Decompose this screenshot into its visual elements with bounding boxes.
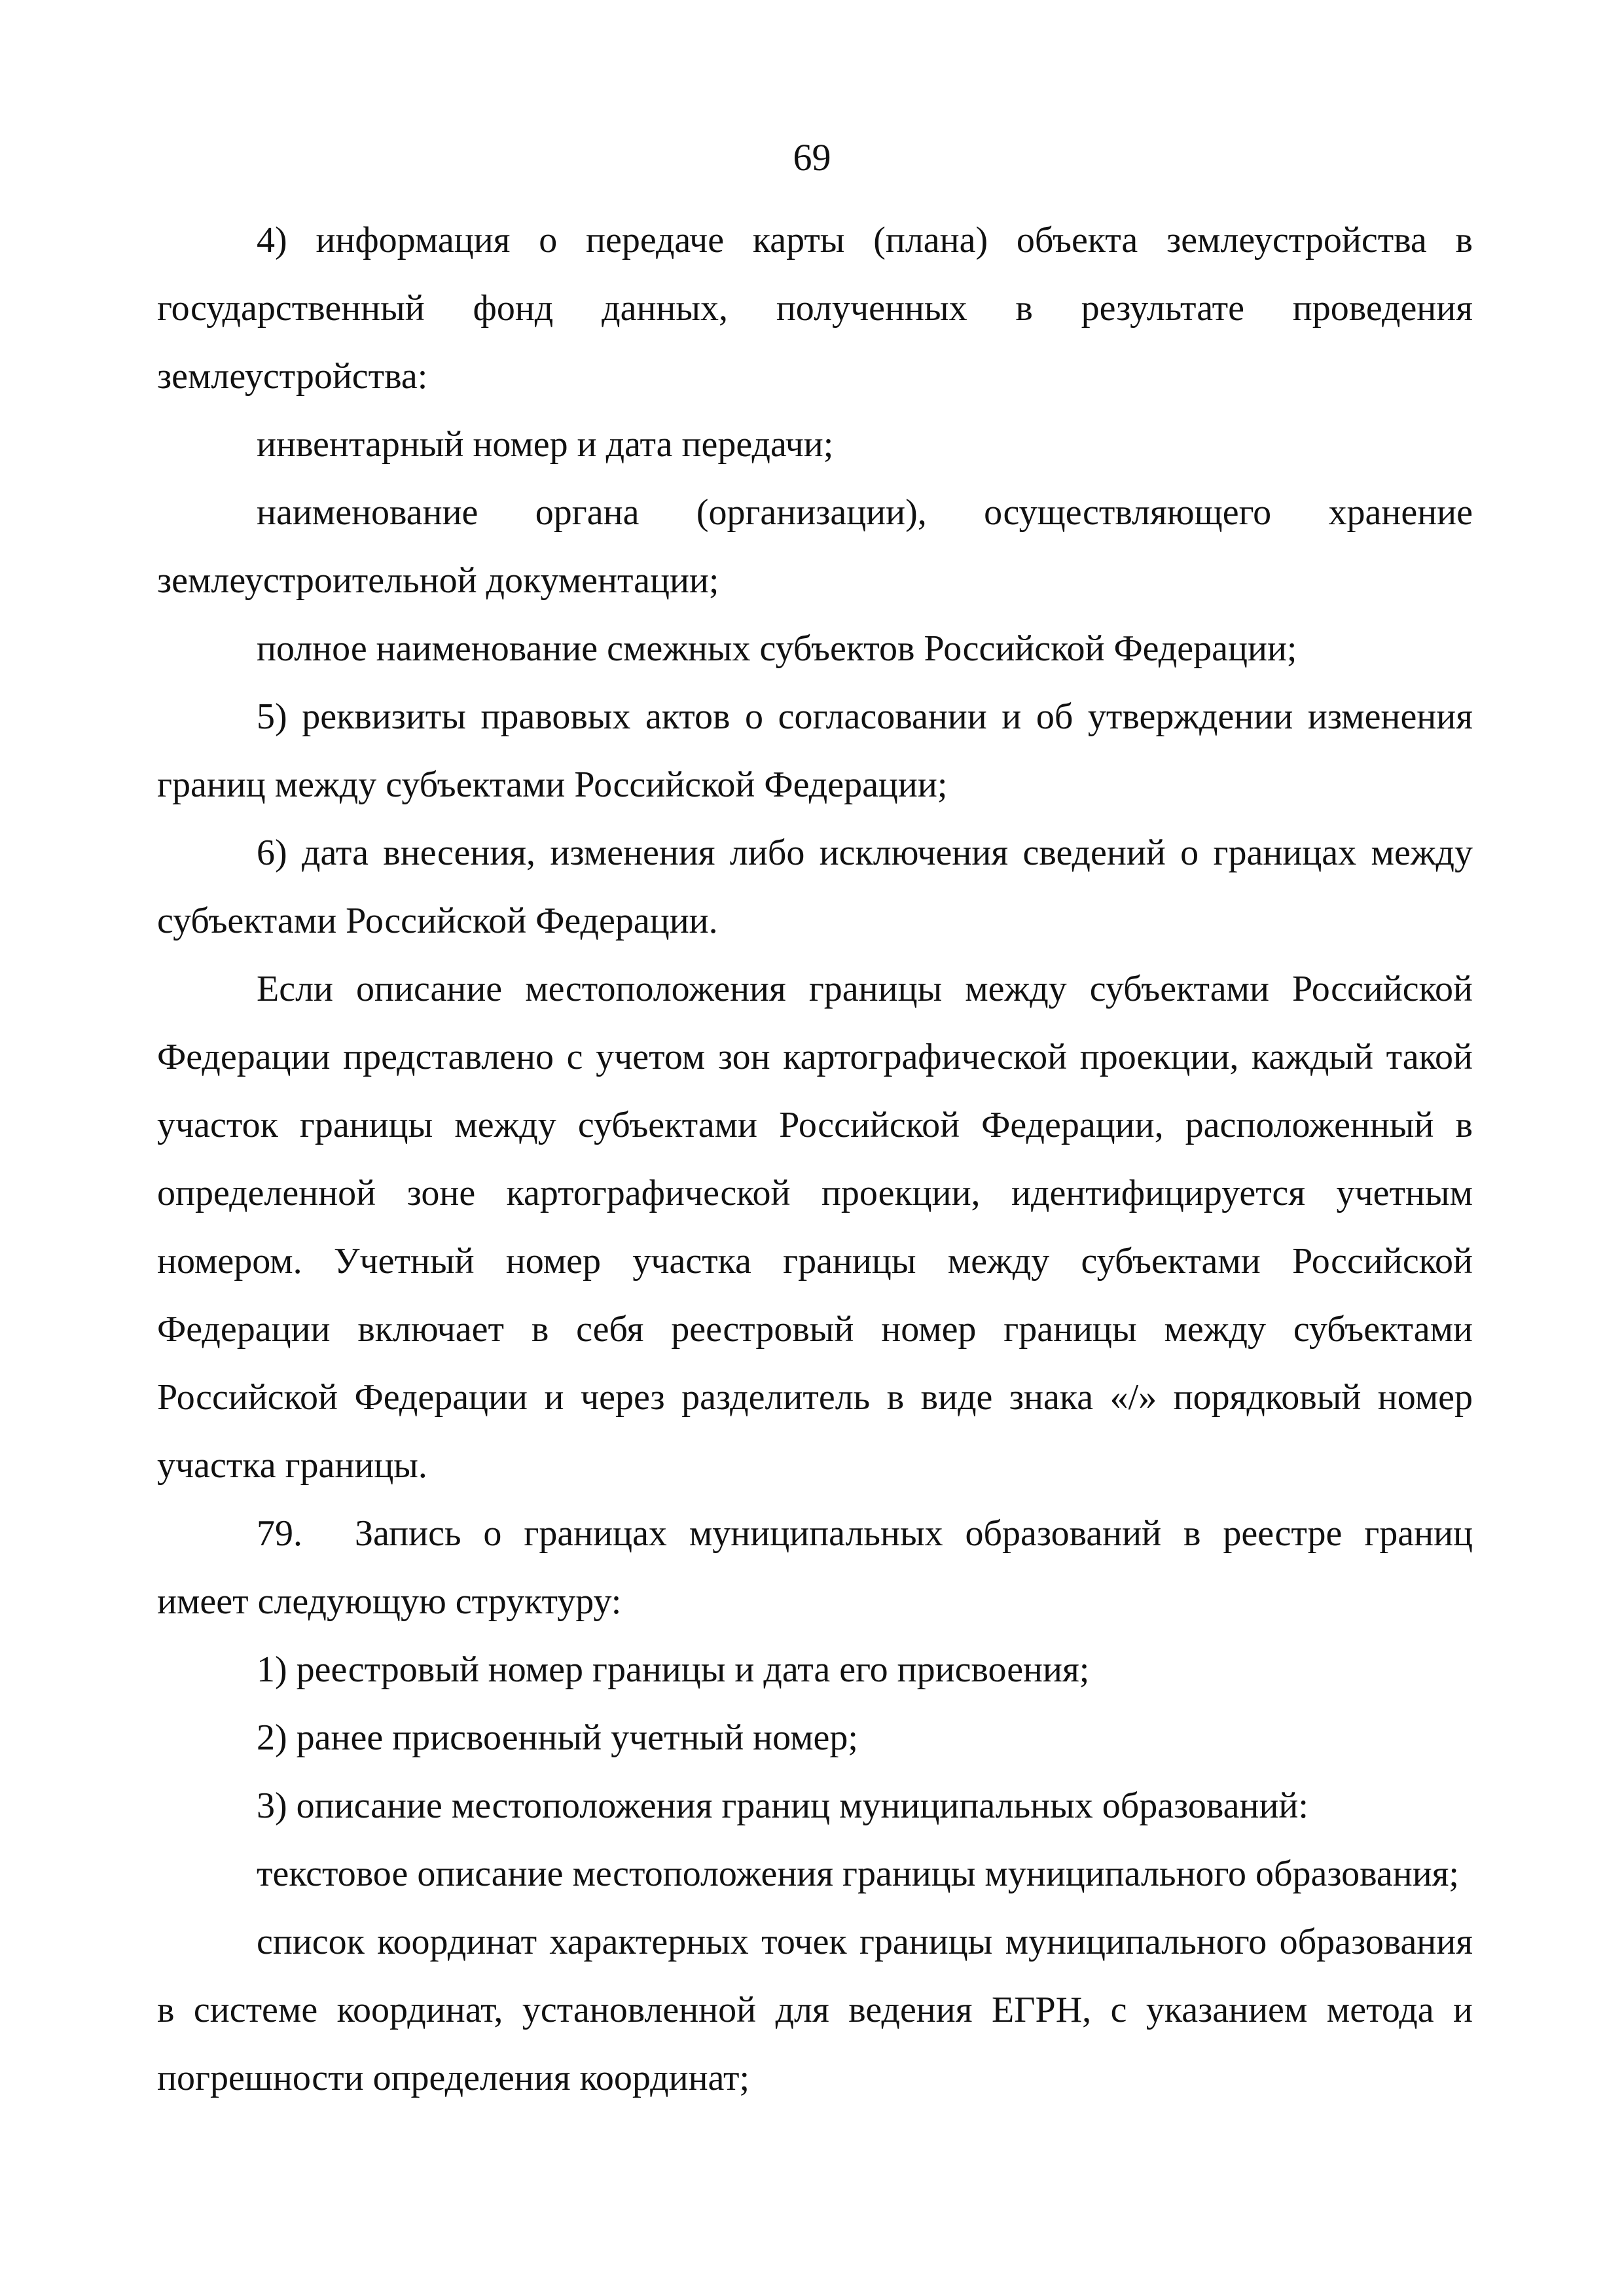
list-item: текстовое описание местоположения границы муниципального образования; — [257, 1854, 1459, 1894]
document-body — [157, 206, 1473, 2112]
list-item: 1) реестровый номер границы и дата его присвоения; — [257, 1649, 1090, 1690]
paragraph: полное наименование смежных субъектов Российской Федерации; — [257, 628, 1297, 669]
paragraph: Если описание местоположения границы между субъектами Российской Федерации представлено с учетом зон картографической проекции, каждый такой участок границы между субъектами Российской Федерации, расположенный в определенной зоне картографической проекции, идентифицируется учетным номером. Учетный номер участка границы между субъектами Российской Федерации включает в себя реестровый номер границы между субъектами Российской Федерации и через разделитель в виде знака «/» порядковый номер участка границы. — [157, 969, 1473, 1486]
list-item: 2) ранее присвоенный учетный номер; — [257, 1717, 858, 1758]
list-item: список координат характерных точек границы муниципального образования в системе координат, установленной для ведения ЕГРН, с указанием метода и погрешности определения координат; — [157, 1922, 1473, 2098]
paragraph: наименование органа (организации), осуществляющего хранение землеустроительной документации; — [157, 492, 1473, 601]
paragraph: инвентарный номер и дата передачи; — [257, 424, 834, 465]
clause-text: Запись о границах муниципальных образований в реестре границ имеет следующую структуру: — [157, 1513, 1473, 1622]
paragraph: 5) реквизиты правовых актов о согласовании и об утверждении изменения границ между субъектами Российской Федерации; — [157, 696, 1473, 805]
page-number: 69 — [793, 136, 831, 179]
paragraph: 4) информация о передаче карты (плана) объекта землеустройства в государственный фонд данных, полученных в результате проведения землеустройства: — [157, 220, 1473, 397]
clause-79 — [157, 1499, 1473, 1636]
list-item: 3) описание местоположения границ муниципальных образований: — [257, 1785, 1308, 1826]
clause-number: 79. — [257, 1513, 302, 1554]
paragraph: 6) дата внесения, изменения либо исключения сведений о границах между субъектами Российской Федерации. — [157, 833, 1473, 941]
